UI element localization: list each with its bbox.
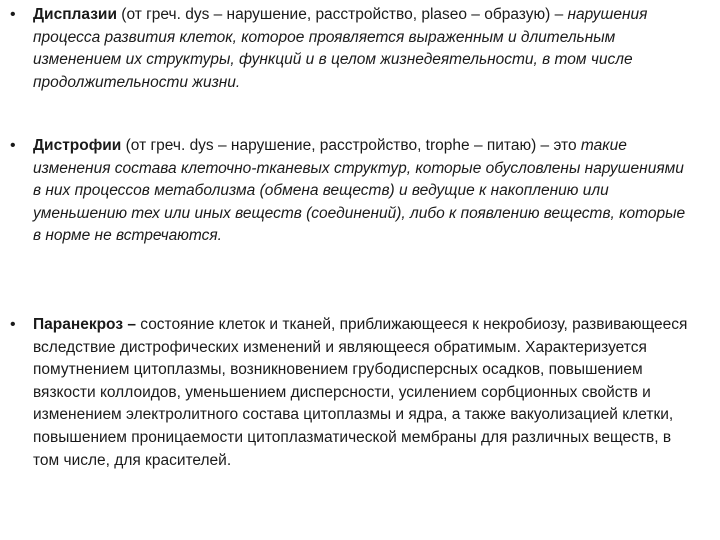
term-dystrophy: Дистрофии: [33, 137, 122, 154]
bullet-icon: •: [10, 316, 16, 333]
term-paranecrosis: Паранекроз –: [33, 316, 141, 333]
list-item-text: [33, 135, 688, 248]
definition-body: нарушения процесса развития клеток, которое проявляется выраженным и длительным изменением их структуры, функций и в целом жизнедеятельности, в том числе продолжительности жизни.: [33, 6, 648, 91]
bullet-icon: •: [10, 137, 16, 154]
definition-intro: состояние клеток и тканей, приближающееся к некробиозу, развивающееся вследствие дистрофических изменений и являющееся обратимым. Характеризуется помутнением цитоплазмы, возникновением грубодисперсных осадков, повышением вязкости коллоидов, уменьшением дисперсности, усилением сорбционных свойств и изменением электролитного состава цитоплазмы и ядра, а также вакуолизацией клетки, повышением проницаемости цитоплазматической мембраны для различных веществ, в том числе, для красителей.: [33, 316, 688, 469]
bullet-icon: •: [10, 6, 16, 23]
definition-intro: (от греч. dys – нарушение, расстройство, trophe – питаю) – это: [121, 137, 581, 154]
definition-body: такие изменения состава клеточно-тканевых структур, которые обусловлены нарушениями в них процессов метаболизма (обмена веществ) и ведущие к накоплению или уменьшению тех или иных веществ (соединений), либо к появлению веществ, которые в норме не встречаются.: [33, 137, 686, 245]
list-item-text: [33, 4, 688, 94]
definition-intro: (от греч. dys – нарушение, расстройство, plaseo – образую) –: [116, 6, 568, 23]
term-dysplasia: Дисплазии: [33, 6, 117, 23]
list-item-text: [33, 314, 688, 472]
